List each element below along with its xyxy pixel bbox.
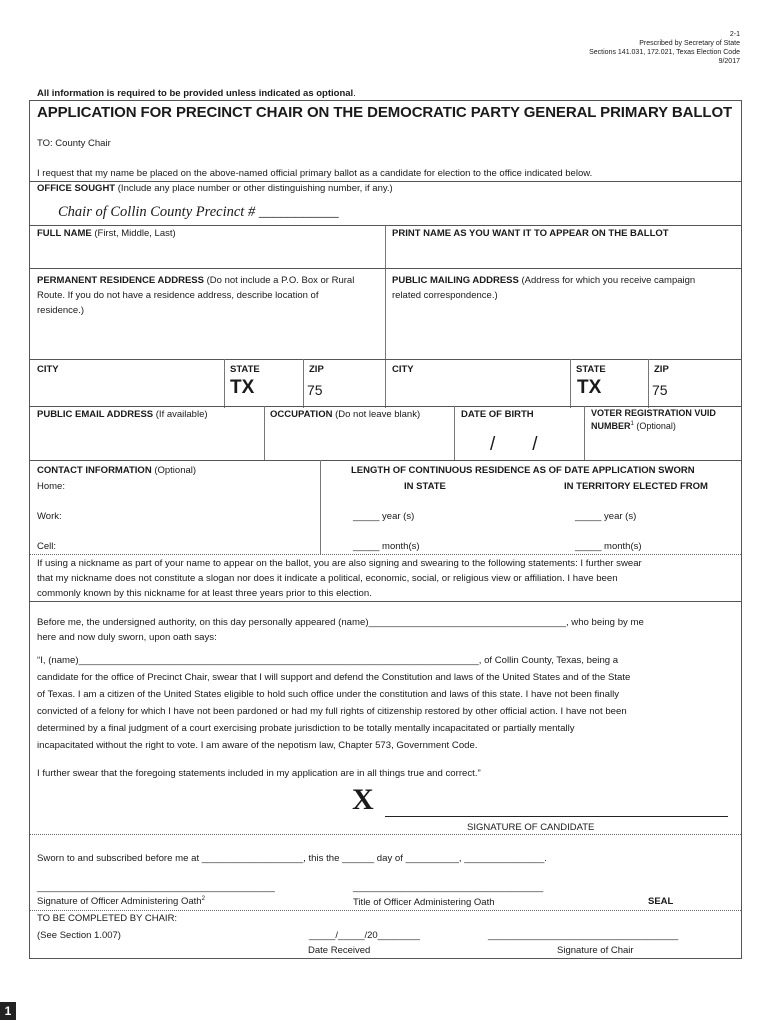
officer-title-label: Title of Officer Administering Oath — [353, 897, 495, 908]
mailing-title: PUBLIC MAILING ADDRESS — [392, 275, 519, 286]
election-code-sections: Sections 141.031, 172.021, Texas Election Code — [589, 49, 740, 56]
print-name-title: PRINT NAME AS YOU WANT IT TO APPEAR ON THE BALLOT — [392, 228, 669, 239]
divider — [30, 406, 741, 407]
in-state-header — [404, 481, 446, 492]
city-label-left — [37, 364, 59, 375]
date-received-label: Date Received — [308, 945, 371, 956]
state-label-left-text: STATE — [230, 364, 260, 375]
residence-hint-3: residence.) — [37, 305, 84, 316]
oath-intro-line-1: Before me, the undersigned authority, on this day personally appeared (name)_____________________________________, who being by me — [37, 617, 644, 628]
print-name-field[interactable] — [392, 240, 737, 268]
email-title: PUBLIC EMAIL ADDRESS — [37, 409, 154, 420]
state-value-right: TX — [577, 377, 602, 398]
vuid-hint: (Optional) — [636, 421, 676, 431]
full-name-label — [37, 228, 176, 239]
divider — [30, 601, 741, 602]
dob-label — [461, 409, 534, 420]
full-name-field[interactable] — [37, 240, 382, 268]
divider — [30, 460, 741, 461]
vuid-label — [591, 408, 716, 432]
mailing-address-label — [392, 273, 736, 303]
mailing-hint-2: related correspondence.) — [392, 290, 498, 301]
email-label — [37, 409, 208, 420]
nickname-line-1: If using a nickname as part of your name to appear on the ballot, you are also signing and swearing to the following statements: I further swear — [37, 558, 642, 569]
divider — [30, 181, 741, 182]
occupation-hint: (Do not leave blank) — [335, 409, 421, 420]
officer-signature-label — [37, 896, 205, 907]
nickname-statement — [37, 556, 642, 601]
state-label-left — [230, 364, 260, 375]
dob-title: DATE OF BIRTH — [461, 409, 534, 420]
state-label-right — [576, 364, 606, 375]
chair-signature-label: Signature of Chair — [557, 945, 634, 956]
zip-value-left[interactable]: 75 — [307, 382, 323, 398]
column-divider — [320, 460, 321, 554]
work-phone-label: Work: — [37, 511, 62, 522]
state-value-left: TX — [230, 377, 255, 398]
occupation-title: OCCUPATION — [270, 409, 333, 420]
office-sought-value[interactable]: Chair of Collin County Precinct # ___________ — [58, 204, 339, 220]
in-state-months[interactable]: _____ month(s) — [353, 541, 420, 552]
mailing-hint-1: (Address for which you receive campaign — [521, 275, 696, 286]
city-label-right-text: CITY — [392, 364, 414, 375]
zip-label-right-text: ZIP — [654, 364, 669, 375]
oath-line-1: “I, (name)___________________________________________________________________________, of Collin County, Texas, being a — [37, 655, 619, 666]
residence-address-field[interactable] — [37, 320, 382, 356]
form-header — [589, 30, 740, 66]
oath-line-2: candidate for the office of Precinct Chair, swear that I will support and defend the Constitution and laws of the United States and of the State — [37, 672, 631, 683]
divider — [30, 910, 741, 911]
oath-intro — [37, 615, 644, 645]
column-divider — [264, 406, 265, 460]
contact-label — [37, 465, 196, 476]
residence-hint-1: (Do not include a P.O. Box or Rural — [206, 275, 355, 286]
officer-signature-text: Signature of Officer Administering Oath — [37, 896, 202, 908]
seal-label — [648, 896, 673, 907]
office-sought-hint: (Include any place number or other distinguishing number, if any.) — [117, 183, 393, 194]
in-territory-years[interactable]: _____ year (s) — [575, 511, 637, 522]
officer-title-line[interactable]: ____________________________________ — [353, 882, 544, 893]
home-phone-label: Home: — [37, 481, 65, 492]
residence-hint-2: Route. If you do not have a residence address, describe location of — [37, 290, 319, 301]
page-number: 1 — [0, 1002, 16, 1020]
nickname-line-3: commonly known by this nickname for at least three years prior to this election. — [37, 588, 372, 599]
column-divider — [224, 359, 225, 408]
oath-line-4: convicted of a felony for which I have not been pardoned or had my full rights of citizenship restored by other official action. I have not been — [37, 706, 627, 717]
in-territory-months[interactable]: _____ month(s) — [575, 541, 642, 552]
notice-period: . — [353, 88, 356, 99]
to-line: TO: County Chair — [37, 138, 111, 149]
zip-label-left — [309, 364, 324, 375]
divider — [30, 268, 741, 269]
occupation-label — [270, 409, 420, 420]
column-divider — [570, 359, 571, 408]
oath-intro-line-2: here and now duly sworn, upon oath says: — [37, 632, 217, 643]
column-divider — [303, 359, 304, 408]
divider — [30, 554, 741, 555]
form-number: 2-1 — [729, 31, 740, 38]
nickname-line-2: that my nickname does not constitute a slogan nor does it indicate a political, economic, social, or religious view or affiliation. I have been — [37, 573, 618, 584]
signature-label: SIGNATURE OF CANDIDATE — [467, 822, 595, 833]
full-name-title: FULL NAME — [37, 228, 92, 239]
full-name-hint: (First, Middle, Last) — [94, 228, 176, 239]
in-territory-text: IN TERRITORY ELECTED FROM — [564, 481, 708, 492]
column-divider — [454, 406, 455, 460]
residence-title: PERMANENT RESIDENCE ADDRESS — [37, 275, 204, 286]
column-divider — [648, 359, 649, 408]
mailing-address-field[interactable] — [392, 320, 737, 356]
contact-hint: (Optional) — [154, 465, 197, 476]
state-label-right-text: STATE — [576, 364, 606, 375]
sworn-statement[interactable]: Sworn to and subscribed before me at ___________________, this the ______ day of __________, _______________. — [37, 853, 547, 864]
notice-text: All information is required to be provided unless indicated as optional — [37, 88, 354, 99]
prescribed-by: Prescribed by Secretary of State — [639, 40, 740, 47]
divider — [30, 359, 741, 360]
residence-length-title — [351, 465, 695, 476]
oath-body — [37, 652, 727, 754]
zip-value-right[interactable]: 75 — [652, 382, 668, 398]
vuid-title: VOTER REGISTRATION VUID — [591, 408, 716, 418]
email-hint: (If available) — [155, 409, 208, 420]
vuid-footnote: 1 — [630, 421, 634, 427]
officer-footnote: 2 — [201, 896, 205, 902]
signature-x-mark: X — [352, 783, 374, 816]
chair-section-reference: (See Section 1.007) — [37, 930, 121, 941]
oath-closing: I further swear that the foregoing statements included in my application are in all things true and correct.” — [37, 768, 481, 779]
in-territory-header — [564, 481, 708, 492]
zip-label-right — [654, 364, 669, 375]
divider — [30, 834, 741, 835]
dob-field[interactable]: / / — [490, 434, 538, 455]
oath-line-6: incapacitated without the right to vote. I am aware of the nepotism law, Chapter 573, Government Code. — [37, 740, 478, 751]
print-name-label — [392, 228, 669, 239]
column-divider — [584, 406, 585, 460]
notice — [37, 88, 356, 99]
officer-signature-line[interactable]: _____________________________________________ — [37, 882, 275, 893]
office-sought-title: OFFICE SOUGHT — [37, 183, 116, 194]
seal-text: SEAL — [648, 896, 674, 907]
office-sought-label — [37, 183, 393, 194]
form-title: APPLICATION FOR PRECINCT CHAIR ON THE DEMOCRATIC PARTY GENERAL PRIMARY BALLOT — [37, 104, 733, 121]
cell-phone-label: Cell: — [37, 541, 57, 552]
vuid-number: NUMBER — [591, 421, 631, 431]
residence-length-text: LENGTH OF CONTINUOUS RESIDENCE AS OF DATE APPLICATION SWORN — [351, 465, 695, 476]
date-received-line[interactable]: _____/_____/20________ — [309, 930, 420, 941]
city-label-right — [392, 364, 414, 375]
chair-section-title: TO BE COMPLETED BY CHAIR: — [37, 913, 178, 924]
oath-line-3: of Texas. I am a citizen of the United States eligible to hold such office under the constitution and laws of this state. I have not been finally — [37, 689, 620, 700]
form-date: 9/2017 — [718, 58, 740, 65]
oath-line-5: determined by a final judgment of a court exercising probate jurisdiction to be totally mentally incapacitated or partially mentally — [37, 723, 575, 734]
residence-address-label — [37, 273, 380, 318]
contact-title: CONTACT INFORMATION — [37, 465, 152, 476]
city-label-left-text: CITY — [37, 364, 59, 375]
in-state-years[interactable]: _____ year (s) — [353, 511, 415, 522]
in-state-text: IN STATE — [404, 481, 446, 492]
column-divider — [385, 225, 386, 408]
request-statement: I request that my name be placed on the above-named official primary ballot as a candidate for election to the office indicated below. — [37, 168, 593, 179]
candidate-signature-line[interactable] — [385, 816, 728, 817]
chair-signature-line[interactable]: ____________________________________ — [488, 930, 679, 941]
zip-label-left-text: ZIP — [309, 364, 324, 375]
